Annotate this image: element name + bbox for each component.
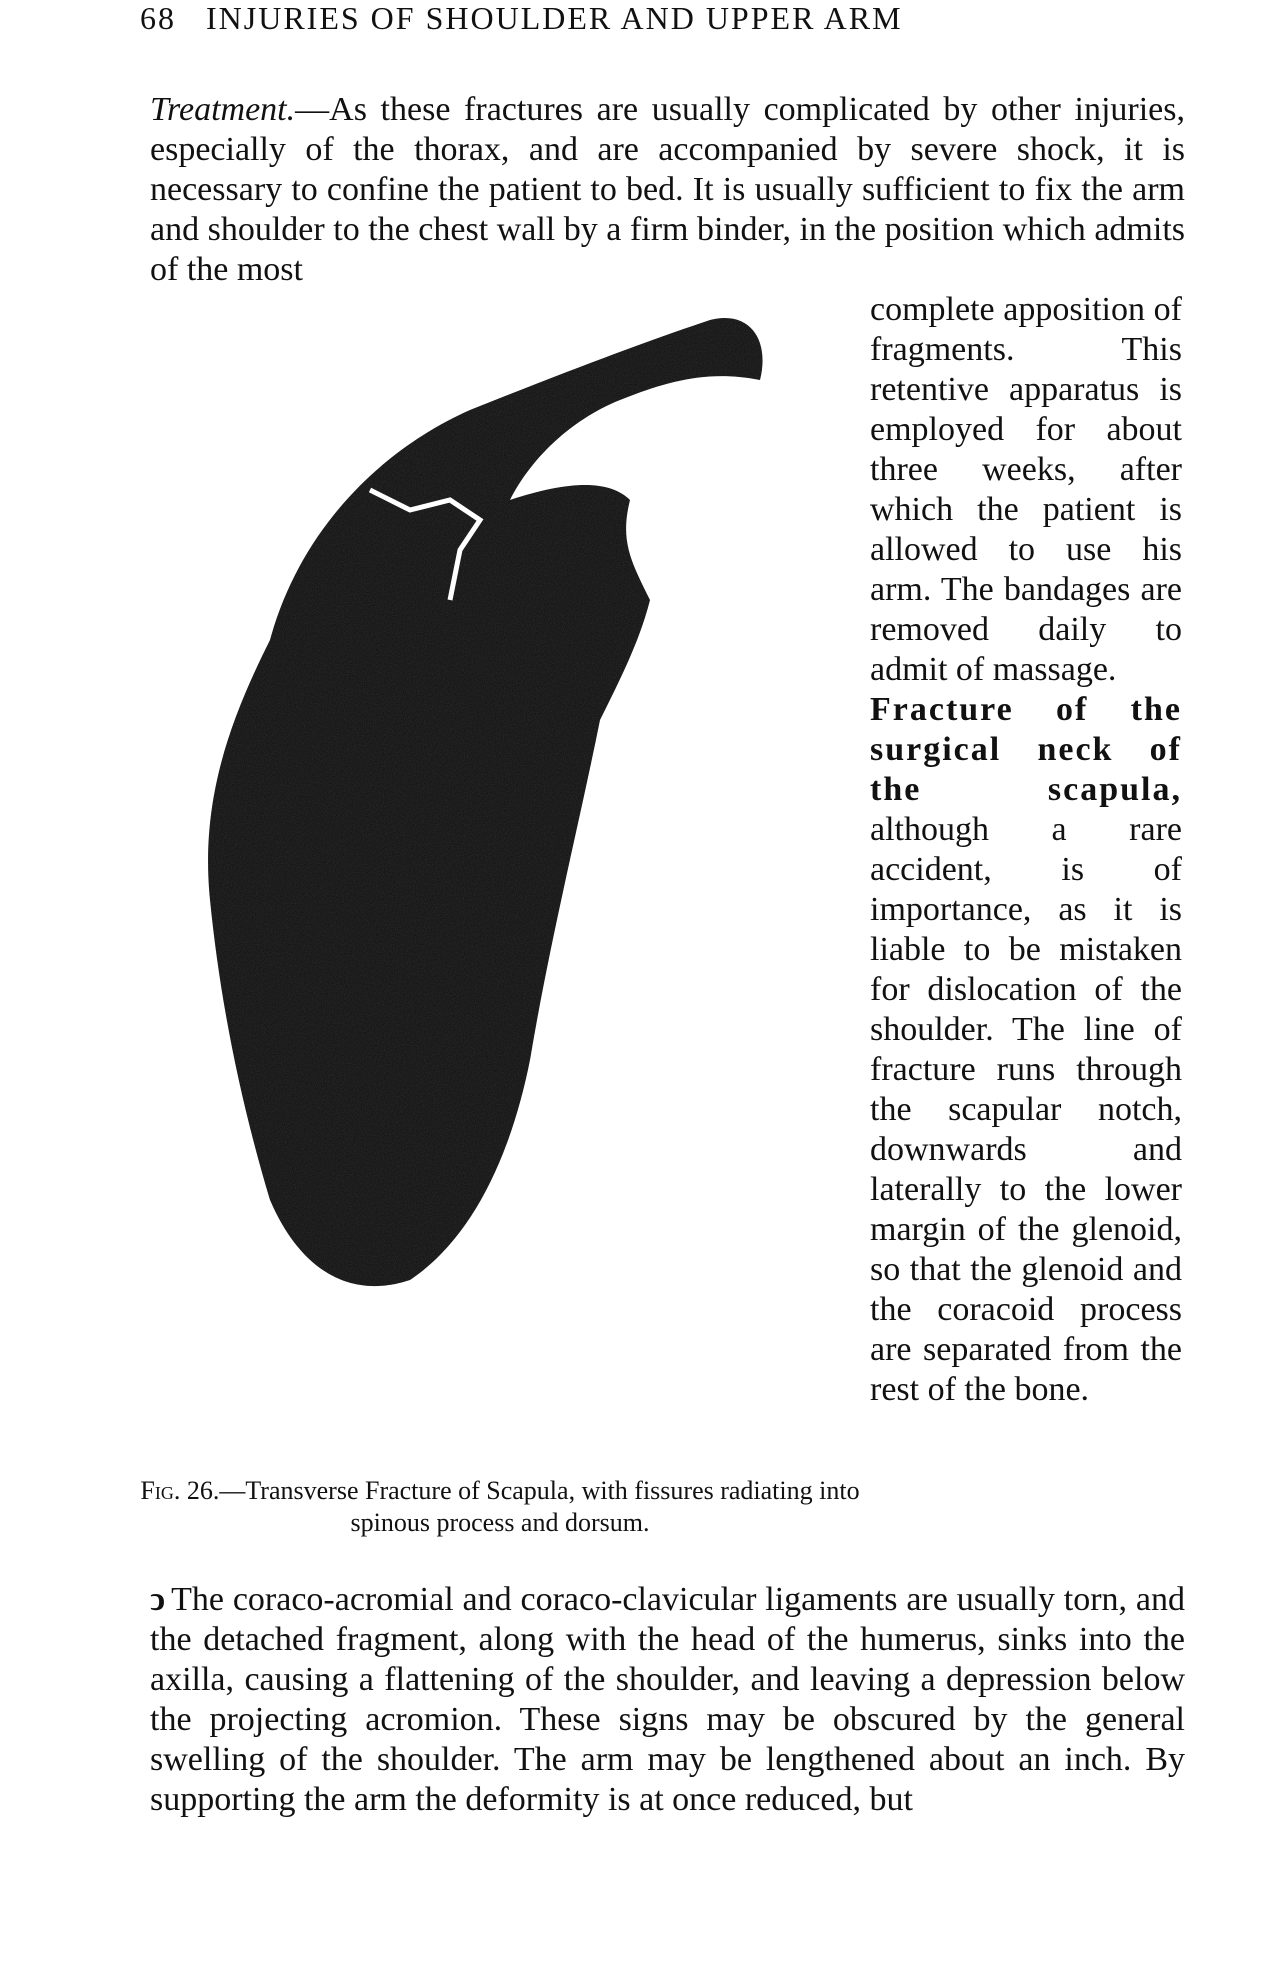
- running-title: INJURIES OF SHOULDER AND UPPER ARM: [206, 0, 903, 36]
- ligaments-text: The coraco-acromial and coraco-clavicular ligaments are usually torn, and the detached fragment, along with the head of the humerus, sinks into the axilla, causing a flattening of the shoulder, and leaving a depression below the projecting acromion. These signs may be obscured by the general swelling of the shoulder. The arm may be lengthened about an inch. By supporting the arm the deformity is at once reduced, but: [150, 1581, 1185, 1818]
- running-header: [140, 0, 1170, 40]
- paragraph-mark: ↄ: [150, 1581, 166, 1618]
- figure-label: Fig. 26.: [140, 1476, 220, 1505]
- figure-caption-text: —Transverse Fracture of Scapula, with fissures radiating into spinous process and dorsum.: [219, 1476, 860, 1537]
- scapula-xray-image: [150, 300, 850, 1480]
- side-column-text: [870, 290, 1182, 1410]
- treatment-paragraph: [150, 90, 1185, 290]
- treatment-text: —As these fractures are usually complicated by other injuries, especially of the thorax, and are accompanied by severe shock, it is necessary to confine the patient to bed. It is usually sufficient to fix the arm and shoulder to the chest wall by a firm binder, in the position which admits of the most: [150, 91, 1185, 288]
- page-number: 68: [140, 0, 176, 36]
- treatment-lead: Treatment.: [150, 91, 296, 128]
- apposition-text: complete apposition of fragments. This retentive apparatus is employed for about three weeks, after which the patient is allowed to use his arm. The bandages are removed daily to admit of massage.: [870, 291, 1182, 688]
- surgical-neck-text: although a rare accident, is of importance, as it is liable to be mistaken for dislocation of the shoulder. The line of fracture runs through the scapular notch, downwards and laterally to the lower margin of the glenoid, so that the glenoid and the coracoid process are separated from the rest of the bone.: [870, 811, 1182, 1408]
- surgical-neck-heading: Fracture of the surgical neck of the scapula,: [870, 691, 1182, 808]
- figure-caption: [140, 1475, 860, 1539]
- scapula-figure: [150, 300, 850, 1480]
- ligaments-paragraph: [150, 1580, 1185, 1820]
